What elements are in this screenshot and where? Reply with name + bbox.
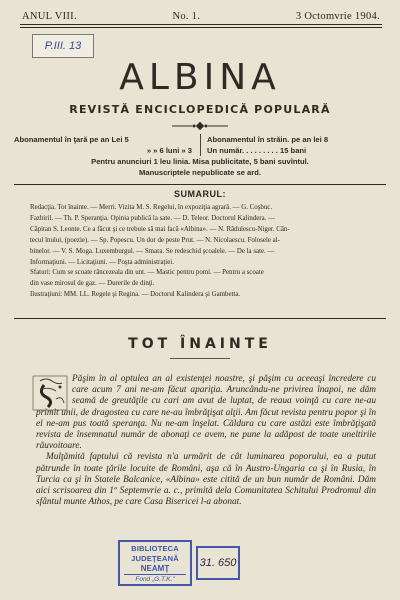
- issue-number: No. 1.: [172, 11, 201, 22]
- article-body: [36, 374, 376, 534]
- issue-header: [22, 8, 380, 22]
- summary-line: Căpitan S. Leonte. Ce a făcut şi ce trebuie să mai facă «Albina». — N. Rădulescu-Niger. Cân-: [30, 225, 290, 233]
- inventory-number-stamp: [196, 546, 240, 580]
- summary-line: tecul lnului, (poezie). — Sp. Popescu. Un dor de peste Prut. — N. Nicolaescu. Folosele al-: [30, 236, 280, 244]
- manuscripts-note: Manuscriptele nepublicate se ard.: [139, 168, 261, 177]
- inventory-number: 31. 650: [199, 557, 237, 569]
- library-stamp-fund: Fond „G.T.K.": [135, 576, 175, 583]
- masthead-subtitle: REVISTĂ ENCICLOPEDICĂ POPULARĂ: [69, 103, 331, 116]
- summary-line: binelor. — V. S. Moga. Luxemburgul. — Smara. Se redeschid şcoalele. — De la sate. —: [30, 247, 275, 255]
- catalog-mark-stamp: [32, 34, 94, 58]
- summary-rule: [14, 318, 386, 319]
- subscription-domestic-annual: Abonamentul în ţară pe an Lei 5: [14, 135, 129, 144]
- header-rule-thin: [20, 27, 382, 28]
- masthead-title: ALBINA: [119, 57, 281, 98]
- article-title: TOT ÎNAINTE: [128, 336, 272, 352]
- issue-date: 3 Octomvrie 1904.: [295, 11, 380, 22]
- subscription-domestic-half: » » 6 luni » 3: [146, 146, 192, 155]
- subscription-foreign-annual: Abonamentul în străin. pe an lei 8: [200, 134, 386, 145]
- article-paragraph: Păşim în al optulea an al existenţei noastre, şi păşim cu aceeaşi încredere cu care acum 7 ani ne-am făcut apariţia. Aruncându-ne privirea înapoi, ne dăm seamă de greutăţile cu cari am avut de luptat, de reaua voinţă cu care ne-au primit unii, de dragostea cu care ne-au îmbrăţişat alţii. Am făcut revista pentru popor şi în el ne-am pus toată speranţa. Nu ne-am înşelat. Căldura cu care astăzi este îmbrăţişată revista de însemnatul număr de abonaţi ce avem, ne pune la adăpost de toate uneltirile răuvoitoare.: [36, 374, 376, 452]
- title-underline: [170, 358, 230, 359]
- ornament-icon: [170, 121, 230, 131]
- article-paragraph: Mulţămită faptului că revista n'a urmărit de cât luminarea poporului, ea a putut pătrunde în toate ţările locuite de Români, aşa că în Austro-Ungaria ca şi în Rusia, în Turcia ca şi în Statele Balcanice, «Albina» este citită de un bun număr de Români. Dăm aici scrisoarea din 1º Septemvrie a. c., primită dela Comunitatea Schitului Prodromul din sfântul munte Athos, pe care Casa Bisericei l-a abonat.: [36, 452, 376, 508]
- library-stamp-line: JUDEŢEANĂ: [131, 554, 179, 563]
- summary-heading: SUMARUL:: [174, 189, 226, 199]
- library-stamp: [118, 540, 192, 586]
- summary-line: Sfaturi: Cum se scoate râncezeala din unt. — Mastic pentru pomi. — Pentru a scoate: [30, 269, 264, 277]
- library-stamp-line: BIBLIOTECA: [131, 544, 179, 553]
- summary-line: Redacţia. Tot înainte. — Merri. Vizita M. S. Regelui, în expoziţia agrară. — G. Coşbuc.: [30, 204, 273, 211]
- summary-line: din vase mirosul de gaz. — Durerile de dinţi.: [30, 280, 155, 288]
- summary-text: [30, 203, 370, 301]
- library-stamp-line: NEAMŢ: [124, 564, 186, 575]
- header-rule: [20, 24, 382, 25]
- summary-line: Informaţiuni. — Licitaţiuni. — Poşta administraţiei.: [30, 258, 174, 266]
- summary-line: Fazbiril. — Th. P. Speranţia. Opinia publică la sate. — D. Teleor. Doctorul Kalindera. —: [30, 214, 275, 222]
- issue-year: ANUL VIII.: [22, 11, 77, 22]
- subscription-info: [14, 134, 386, 178]
- catalog-mark: P.III. 13: [44, 40, 82, 52]
- advertising-rates: Pentru anunciuri 1 leu linia. Misa publicitate, 5 bani suvîntul.: [91, 157, 309, 166]
- single-issue-price: Un număr. . . . . . . . . 15 bani: [200, 145, 386, 156]
- summary-line: Ilustraţiuni: MM. LL. Regele şi Regina. — Doctorul Kalindera şi Gambetta.: [30, 291, 241, 299]
- subscription-rule: [14, 184, 386, 185]
